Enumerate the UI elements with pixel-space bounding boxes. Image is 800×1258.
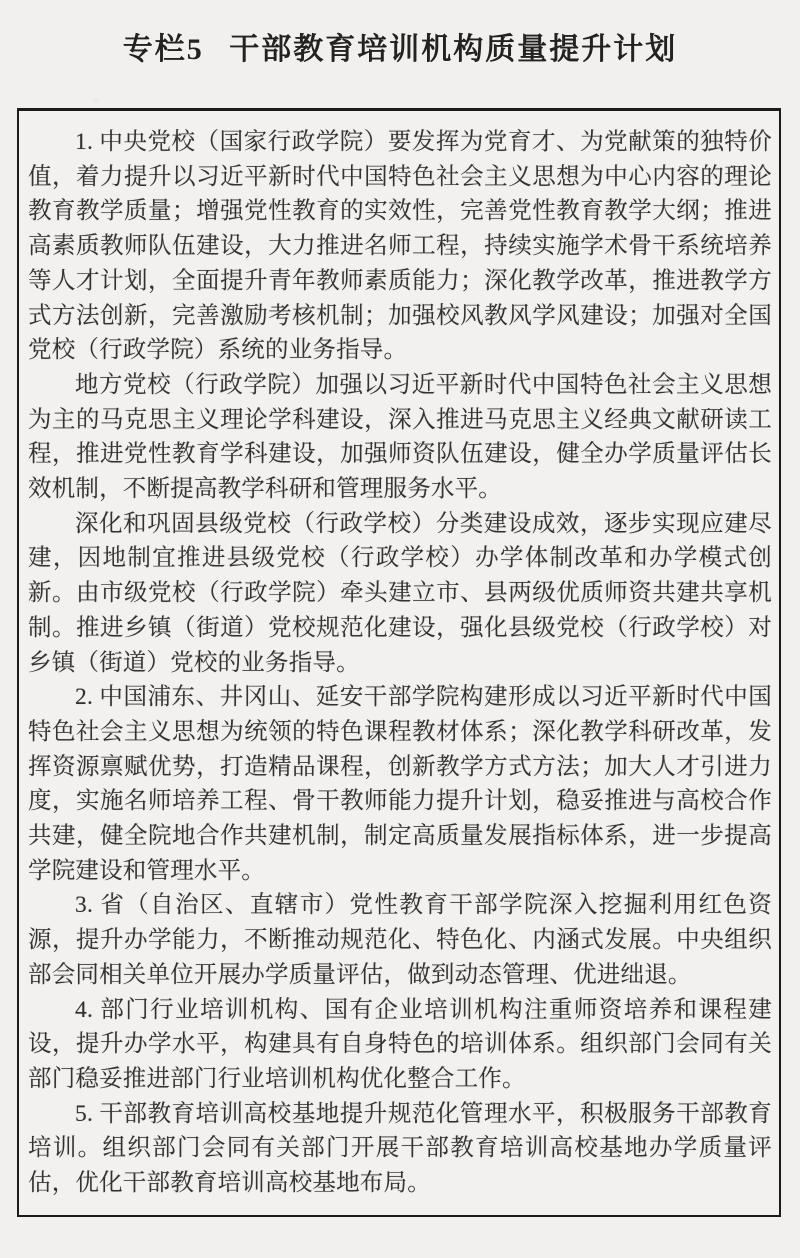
box-paragraph: 深化和巩固县级党校（行政学校）分类建设成效，逐步实现应建尽建，因地制宜推进县级党校（行政学校）办学体制改革和办学模式创新。由市级党校（行政学院）牵头建立市、县两级优质师资共建共享机制。推进乡镇（街道）党校规范化建设，强化县级党校（行政学校）对乡镇（街道）党校的业务指导。	[28, 510, 772, 676]
box-paragraph: 地方党校（行政学院）加强以习近平新时代中国特色社会主义思想为主的马克思主义理论学科建设，深入推进马克思主义经典文献研读工程，推进党性教育学科建设，加强师资队伍建设，健全办学质量评估长效机制，不断提高教学科研和管理服务水平。	[28, 371, 772, 503]
box-content	[28, 125, 772, 1201]
bordered-text-panel	[17, 108, 781, 1217]
title-text: 干部教育培训机构质量提升计划	[229, 33, 678, 66]
box-paragraph: 2. 中国浦东、井冈山、延安干部学院构建形成以习近平新时代中国特色社会主义思想为统领的特色课程教材体系；深化教学科研改革，发挥资源禀赋优势，打造精品课程，创新教学方式方法；加大人才引进力度，实施名师培养工程、骨干教师能力提升计划，稳妥推进与高校合作共建，健全院地合作共建机制，制定高质量发展指标体系，进一步提高学院建设和管理水平。	[28, 684, 772, 884]
box-paragraph: 1. 中央党校（国家行政学院）要发挥为党育才、为党献策的独特价值，着力提升以习近平新时代中国特色社会主义思想为中心内容的理论教育教学质量；增强党性教育的实效性，完善党性教育教学大纲；推进高素质教师队伍建设，大力推进名师工程，持续实施学术骨干系统培养等人才计划，全面提升青年教师素质能力；深化教学改革，推进教学方式方法创新，完善激励考核机制；加强校风教风学风建设；加强对全国党校（行政学院）系统的业务指导。	[28, 129, 772, 364]
column-label: 专栏5	[122, 33, 204, 66]
box-paragraph: 3. 省（自治区、直辖市）党性教育干部学院深入挖掘利用红色资源，提升办学能力，不断推动规范化、特色化、内涵式发展。中央组织部会同相关单位开展办学质量评估，做到动态管理、优进绌退。	[28, 892, 772, 988]
scanned-document-page	[0, 24, 800, 1258]
box-paragraph: 5. 干部教育培训高校基地提升规范化管理水平，积极服务干部教育培训。组织部门会同有关部门开展干部教育培训高校基地办学质量评估，优化干部教育培训高校基地布局。	[28, 1100, 772, 1197]
page-title	[0, 24, 800, 68]
box-paragraph: 4. 部门行业培训机构、国有企业培训机构注重师资培养和课程建设，提升办学水平，构建具有自身特色的培训体系。组织部门会同有关部门稳妥推进部门行业培训机构优化整合工作。	[28, 996, 772, 1092]
